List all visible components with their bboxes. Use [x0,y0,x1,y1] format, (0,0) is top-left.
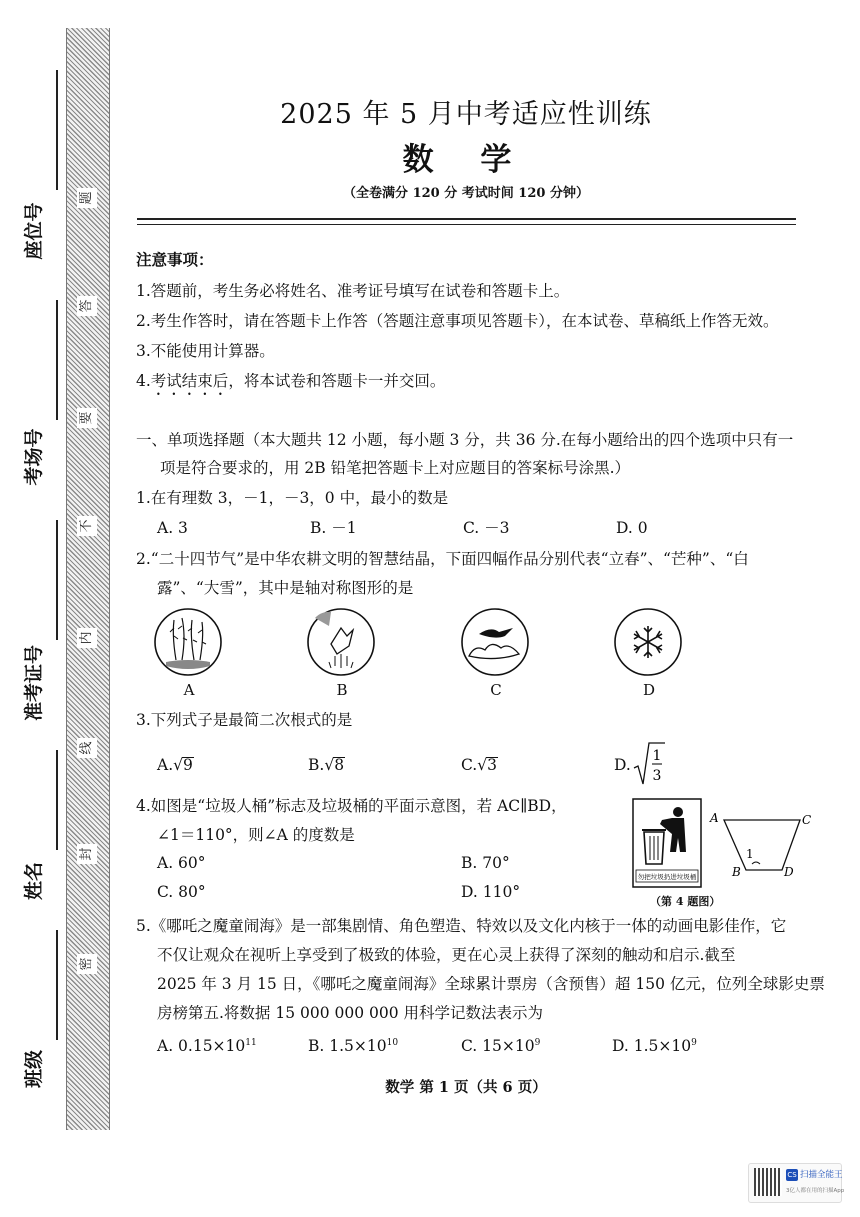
q3-frac-numerator: 1 [652,748,662,764]
notes-heading: 注意事项： [136,250,214,269]
write-line-name[interactable] [56,750,58,850]
notes-item [136,371,445,399]
seal-char: 内 [77,628,97,648]
label-seat-no: 座位号 [23,202,45,260]
q3-option-a-letter: A. [157,756,174,774]
q5-option-b[interactable] [308,1033,398,1056]
seal-char: 题 [77,188,97,208]
q1-option-b[interactable]: B. －1 [310,519,357,537]
q3-frac-denominator: 3 [652,768,662,784]
section-heading-cont: 项是符合要求的，用 2B 铅笔把答题卡上对应题目的答案标号涂黑.） [160,459,631,477]
seal-char: 答 [77,296,97,316]
q1-option-c[interactable]: C. －3 [463,519,510,537]
seal-char: 不 [77,516,97,536]
q3-option-a[interactable] [157,755,194,775]
q5-stem: 5.《哪吒之魔童闹海》是一部集剧情、角色塑造、特效以及文化内核于一体的动画电影佳作，它 [136,917,787,935]
q2-label-a: A [183,681,195,699]
seal-char: 要 [77,408,97,428]
point-label-b: B [732,865,741,879]
label-room-no: 考场号 [23,428,45,486]
q4-option-a[interactable]: A. 60° [157,854,206,872]
q3-option-d[interactable] [614,755,631,775]
section-heading: 一、单项选择题（本大题共 12 小题，每小题 3 分，共 36 分.在每小题给出的四个选项中只有一 [136,431,794,449]
q3-radicand: 3 [487,756,497,774]
q5-option-c[interactable] [461,1033,540,1056]
sqrt-icon: √ [173,756,184,774]
notes-item: 3.不能使用计算器。 [136,342,275,360]
trash-sign-figure [632,798,702,888]
seal-char: 线 [77,738,97,758]
solar-term-figure-c[interactable] [459,606,531,678]
point-label-c: C [802,813,812,827]
q5-option-d[interactable] [612,1033,697,1056]
label-ticket-no: 准考证号 [23,644,45,721]
camscanner-logo-icon: CS [787,1171,797,1179]
q5-stem-cont: 不仅让观众在视听上享受到了极致的体验，更在心灵上获得了深刻的触动和启示.截至 [157,946,736,964]
angle-label-1: 1 [746,847,754,861]
trash-sign-text: 勿把垃圾扔进垃圾桶 [637,873,697,881]
trapezoid-figure [706,808,816,880]
label-name: 姓名 [23,862,45,901]
q5-option-b-exp: 10 [386,1038,399,1048]
q5-option-d-exp: 9 [691,1038,697,1048]
notes-item: 2.考生作答时，请在答题卡上作答（答题注意事项见答题卡），在本试卷、草稿纸上作答无效。 [136,312,779,330]
q5-option-c-text: C. 15×10 [461,1037,535,1056]
q3-option-c-letter: C. [461,756,478,774]
q3-radicand: 8 [334,756,345,774]
q2-label-c: C [490,681,502,699]
q3-option-b-letter: B. [308,756,325,774]
q3-sqrt-fraction [632,740,666,786]
qr-code-icon [754,1168,782,1196]
q3-radicand: 9 [183,756,193,774]
q4-option-c[interactable]: C. 80° [157,883,206,901]
seal-char: 密 [77,954,97,974]
q3-option-d-letter: D. [614,756,631,774]
solar-term-figure-a[interactable] [152,606,224,678]
q5-option-a-text: A. 0.15×10 [157,1037,246,1056]
q5-stem-cont: 2025 年 3 月 15 日，《哪吒之魔童闹海》全球累计票房（含预售）超 150 亿元，位列全球影史票 [157,975,825,993]
seal-char: 封 [77,844,97,864]
notes-item4-prefix: 4. [136,372,151,390]
q5-option-a-exp: 11 [245,1038,257,1048]
q5-option-c-exp: 9 [534,1038,541,1048]
q4-figure-caption: （第 4 题图） [650,895,721,908]
q4-option-b[interactable]: B. 70° [461,854,510,872]
q4-stem-cont: ∠1＝110°，则∠A 的度数是 [157,826,355,844]
sqrt-icon: √ [477,756,488,774]
write-line-ticket[interactable] [56,520,58,640]
point-label-d: D [784,865,794,879]
q1-option-d[interactable]: D. 0 [616,519,648,537]
q2-stem-cont: 露”、“大雪”，其中是轴对称图形的是 [157,579,414,597]
scanner-tagline: 3亿人都在用的扫描App [786,1188,845,1194]
header-rule-thick [137,218,796,220]
q3-option-c[interactable] [461,755,498,775]
q2-label-b: B [336,681,348,699]
q1-stem: 1.在有理数 3，－1，－3，0 中，最小的数是 [136,489,449,507]
q2-label-d: D [642,681,656,699]
q5-option-b-text: B. 1.5×10 [308,1037,387,1056]
q3-option-b[interactable] [308,755,345,775]
notes-item4-rest: ，将本试卷和答题卡一并交回。 [228,372,446,390]
write-line-class[interactable] [56,930,58,1040]
q4-stem: 4.如图是“垃圾人桶”标志及垃圾桶的平面示意图，若 AC∥BD， [136,797,567,815]
q4-option-d[interactable]: D. 110° [461,883,521,901]
sqrt-icon: √ [324,756,335,774]
solar-term-figure-b[interactable] [305,606,377,678]
write-line-room[interactable] [56,300,58,420]
q5-option-a[interactable] [157,1033,257,1056]
write-line-seat[interactable] [56,70,58,190]
q5-stem-cont: 房榜第五.将数据 15 000 000 000 用科学记数法表示为 [157,1004,544,1022]
subject-title: 数 学 [402,142,530,178]
label-class: 班级 [23,1050,45,1089]
notes-item4-emphasis: 考试结束后 [150,372,229,390]
header-rule-thin [137,224,796,225]
solar-term-figure-d[interactable] [612,606,684,678]
exam-title: 2025 年 5 月中考适应性训练 [280,99,652,130]
q5-option-d-text: D. 1.5×10 [612,1037,692,1056]
q3-stem: 3.下列式子是最简二次根式的是 [136,711,353,729]
scanner-app-name: 扫描全能王 [800,1170,843,1180]
page-footer: 数学 第 1 页（共 6 页） [385,1079,547,1096]
score-info: （全卷满分 120 分 考试时间 120 分钟） [343,186,589,201]
notes-item: 1.答题前，考生务必将姓名、准考证号填写在试卷和答题卡上。 [136,282,570,300]
q1-option-a[interactable]: A. 3 [157,519,188,537]
q2-stem: 2.“二十四节气”是中华农耕文明的智慧结晶，下面四幅作品分别代表“立春”、“芒种”、“白 [136,550,749,568]
point-label-a: A [710,811,719,825]
